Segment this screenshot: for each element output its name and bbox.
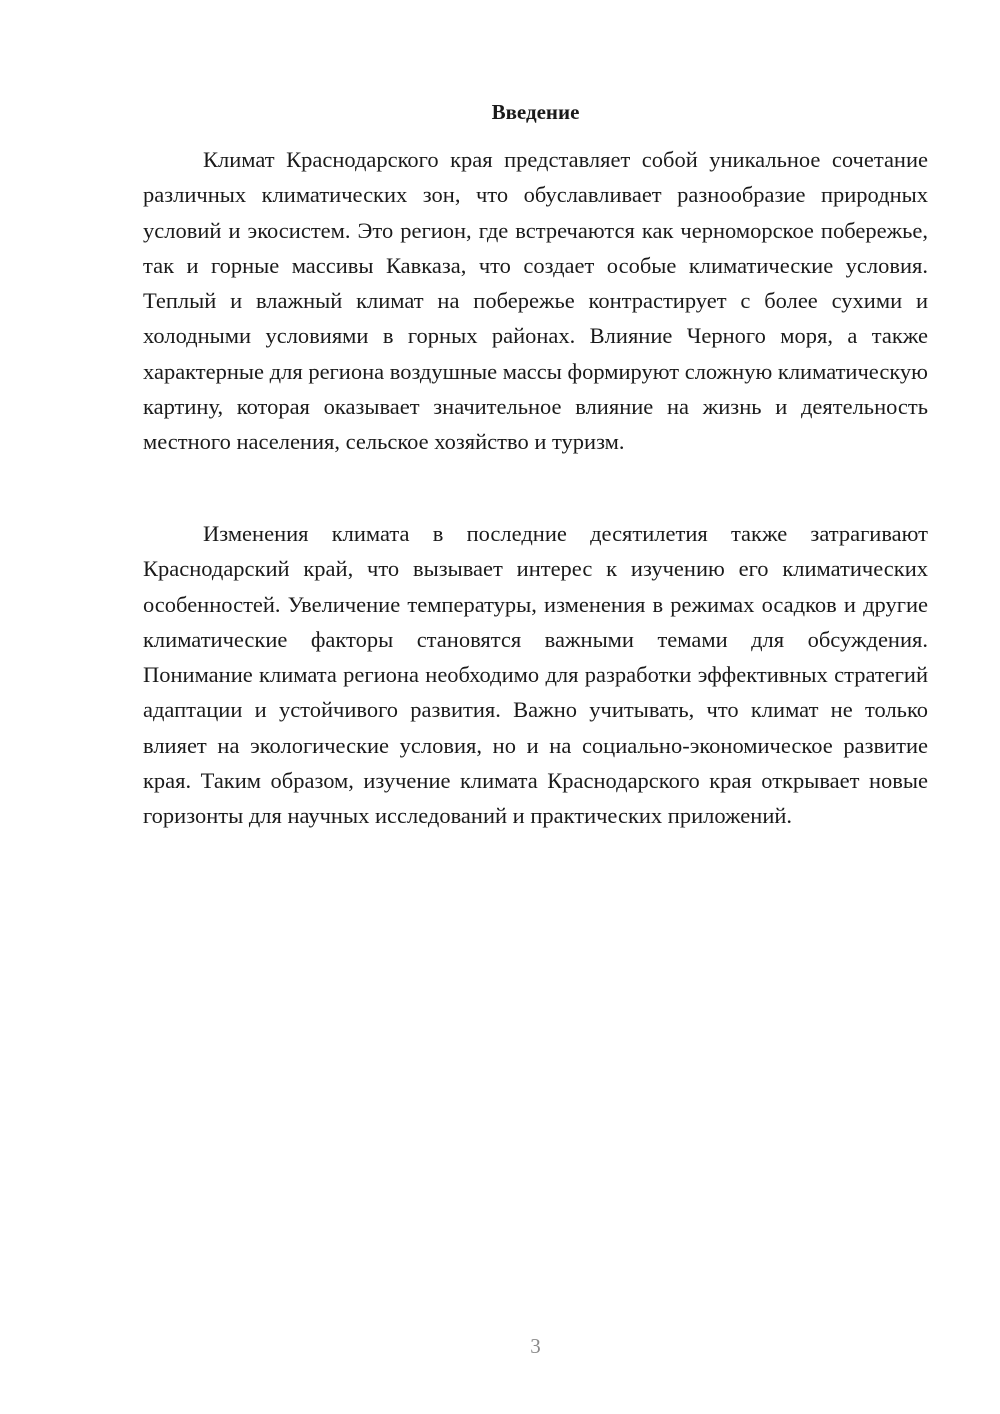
paragraph-1: Климат Краснодарского края представляет собой уникальное сочетание различных климатических зон, что обуславливает разнообразие природных условий и экосистем. Это регион, где встречаются как черноморское побережье, так и горные массивы Кавказа, что создает особые климатические условия. Теплый и влажный климат на побережье контрастирует с более сухими и холодными условиями в горных районах. Влияние Черного моря, а также характерные для региона воздушные массы формируют сложную климатическую картину, которая оказывает значительное влияние на жизнь и деятельность местного населения, сельское хозяйство и туризм. [143,147,928,455]
section-title: Введение [491,100,580,124]
paragraph-2: Изменения климата в последние десятилетия также затрагивают Краснодарский край, что вызывает интерес к изучению его климатических особенностей. Увеличение температуры, изменения в режимах осадков и другие климатические факторы становятся важными темами для обсуждения. Понимание климата региона необходимо для разработки эффективных стратегий адаптации и устойчивого развития. Важно учитывать, что климат не только влияет на экологические условия, но и на социально-экономическое развитие края. Таким образом, изучение климата Краснодарского края открывает новые горизонты для научных исследований и практических приложений. [143,521,928,829]
page-number: 3 [530,1334,541,1358]
